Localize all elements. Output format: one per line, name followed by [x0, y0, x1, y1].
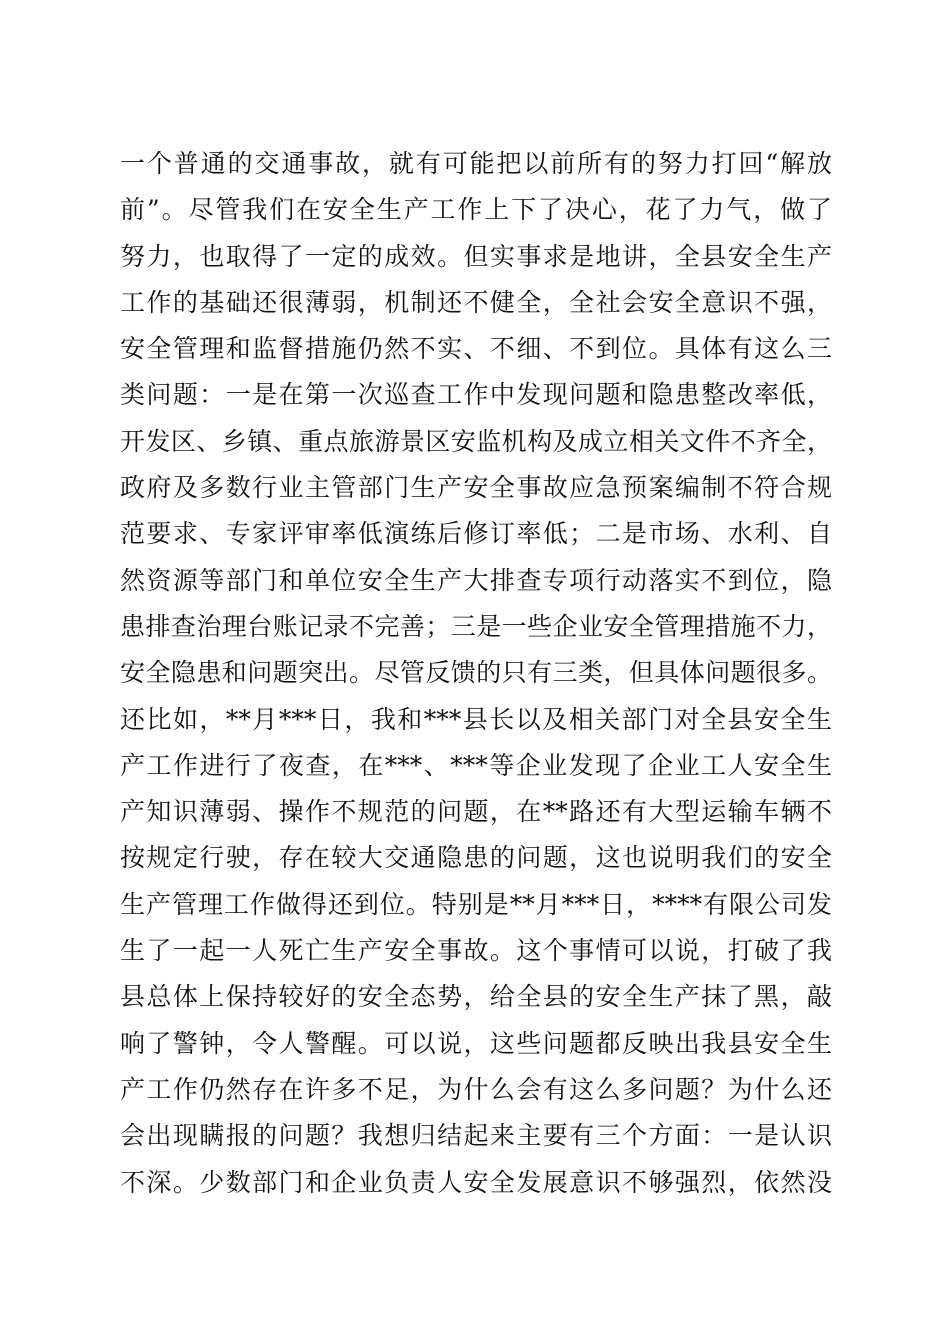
text-line: 安全管理和监督措施仍然不实、不细、不到位。具体有这么三 [120, 334, 832, 364]
text-line: 患排查治理台账记录不完善；三是一些企业安全管理措施不力， [120, 611, 832, 641]
text-line: 政府及多数行业主管部门生产安全事故应急预案编制不符合规 [120, 473, 832, 503]
text-line: 产工作进行了夜查，在***、***等企业发现了企业工人安全生 [120, 750, 832, 780]
text-line: 前”。尽管我们在安全生产工作上下了决心，花了力气，做了 [120, 195, 832, 225]
text-line: 不深。少数部门和企业负责人安全发展意识不够强烈，依然没 [120, 1167, 832, 1197]
text-line: 努力，也取得了一定的成效。但实事求是地讲，全县安全生产 [120, 241, 832, 271]
text-line: 生产管理工作做得还到位。特别是**月***日，****有限公司发 [120, 889, 832, 919]
text-line: 范要求、专家评审率低演练后修订率低；二是市场、水利、自 [120, 519, 832, 549]
text-line: 按规定行驶，存在较大交通隐患的问题，这也说明我们的安全 [120, 843, 832, 873]
text-line: 然资源等部门和单位安全生产大排查专项行动落实不到位，隐 [120, 565, 832, 595]
text-line: 一个普通的交通事故，就有可能把以前所有的努力打回“解放 [120, 149, 832, 178]
text-line: 开发区、乡镇、重点旅游景区安监机构及成立相关文件不齐全， [120, 426, 832, 456]
text-line: 产知识薄弱、操作不规范的问题，在**路还有大型运输车辆不 [120, 797, 832, 827]
text-line: 生了一起一人死亡生产安全事故。这个事情可以说，打破了我 [120, 936, 832, 966]
text-line: 工作的基础还很薄弱，机制还不健全，全社会安全意识不强， [120, 287, 832, 317]
text-line: 县总体上保持较好的安全态势，给全县的安全生产抹了黑，敲 [120, 982, 832, 1012]
text-line: 安全隐患和问题突出。尽管反馈的只有三类，但具体问题很多。 [120, 658, 832, 688]
body-text [120, 141, 832, 1206]
text-line: 会出现瞒报的问题？我想归结起来主要有三个方面：一是认识 [120, 1121, 832, 1151]
text-line: 还比如，**月***日，我和***县长以及相关部门对全县安全生 [120, 704, 832, 734]
text-line: 产工作仍然存在许多不足，为什么会有这么多问题？为什么还 [120, 1074, 832, 1104]
text-line: 类问题：一是在第一次巡查工作中发现问题和隐患整改率低， [120, 380, 832, 410]
text-line: 响了警钟，令人警醒。可以说，这些问题都反映出我县安全生 [120, 1028, 832, 1058]
